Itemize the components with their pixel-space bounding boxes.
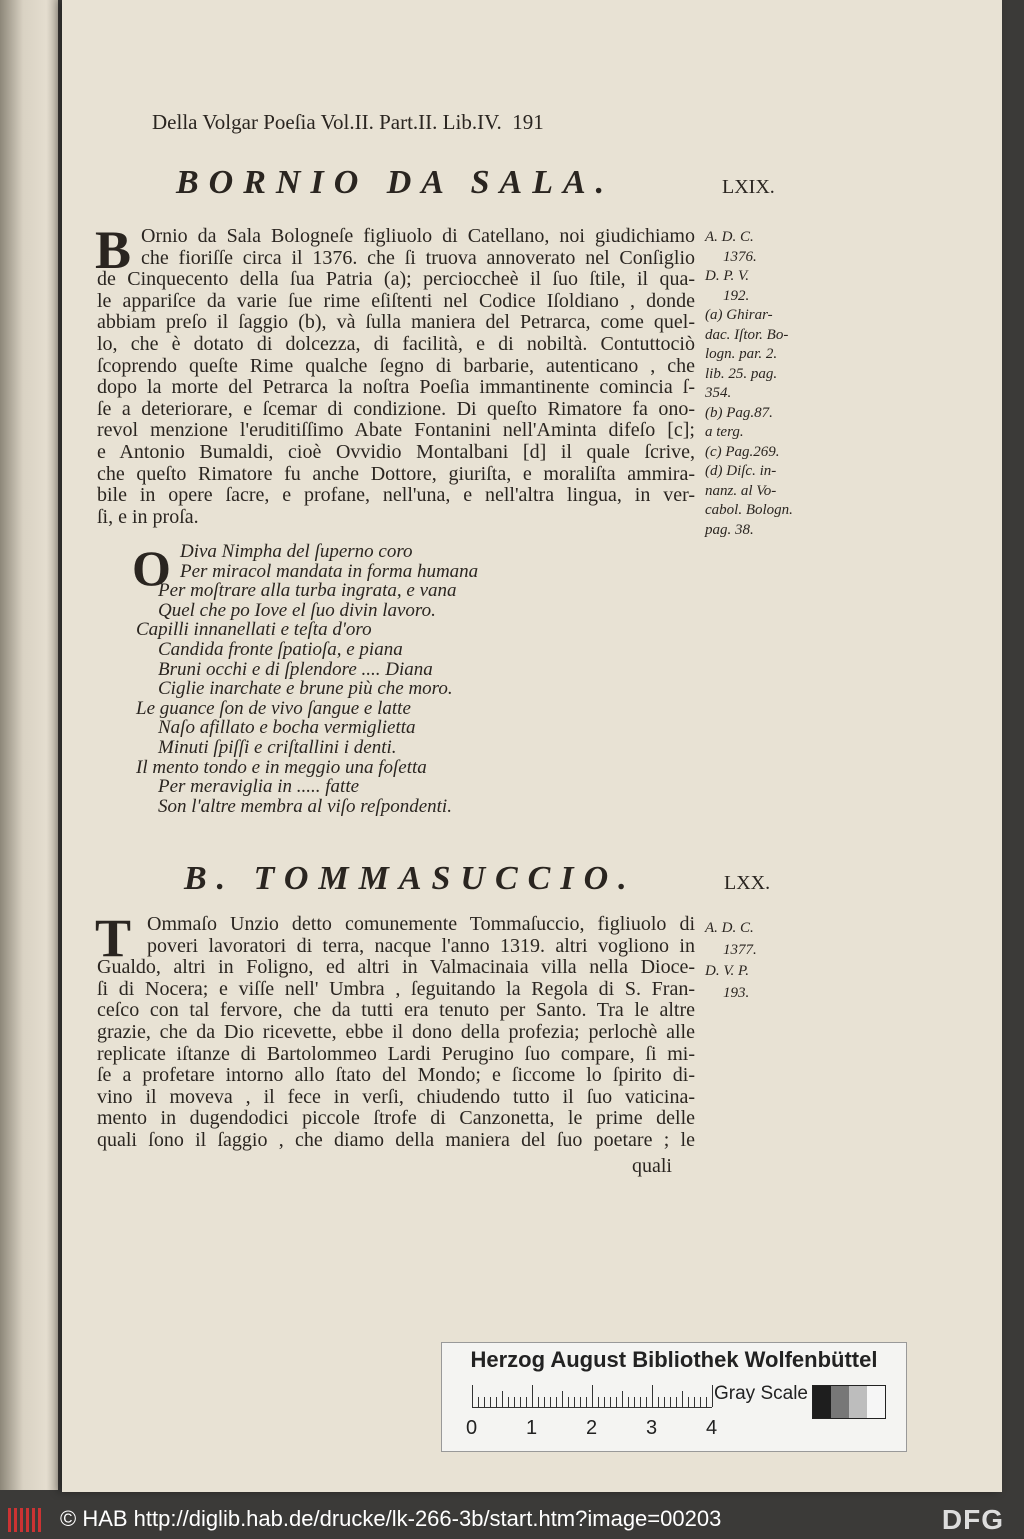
text-line: che fioriſſe circa il 1376. che ſi truova annoverato nel Conſiglio: [141, 247, 695, 269]
text-line: ſi di Nocera; e viſſe nell' Umbra , ſeguitando la Regola di S. Fran-: [97, 978, 695, 1000]
copyright-url: © HAB http://diglib.hab.de/drucke/lk-266-3b/start.htm?image=00203: [60, 1506, 722, 1531]
ruler-tick: [520, 1397, 521, 1407]
text-line: Ornio da Sala Bologneſe figliuolo di Catellano, noi giudichiamo: [141, 226, 695, 247]
section1-body: [97, 226, 695, 528]
color-calibration-card: [441, 1342, 907, 1452]
margin-note: 1376.: [723, 248, 757, 265]
text-line: poveri lavoratori di terra, nacque l'anno 1319. altri vogliono in: [147, 935, 695, 957]
poem-line: Diva Nimpha del ſuperno coro: [180, 541, 413, 562]
poem-line: Per moſtrare alla turba ingrata, e vana: [158, 580, 457, 602]
header-title: Della Volgar Poeſia Vol.II. Part.II. Lib.IV.: [152, 110, 502, 134]
poem-line: Il mento tondo e in meggio una foſetta: [136, 756, 427, 778]
poem-line: Naſo afillato e bocha vermiglietta: [158, 717, 416, 739]
poem-line: Bruni occhi e di ſplendore .... Diana: [158, 658, 433, 680]
ruler-tick: [592, 1385, 593, 1407]
gray-swatch: [849, 1386, 867, 1418]
gray-scale-label: Gray Scale: [714, 1383, 808, 1404]
ruler-tick: [478, 1397, 479, 1407]
page-number: 191: [512, 110, 544, 134]
text-line: Gualdo, altri in Foligno, ed altri in Valmacinaia villa nella Dioce-: [97, 957, 695, 979]
poem-line: Capilli innanellati e teſta d'oro: [136, 619, 372, 641]
scale-ruler: [472, 1385, 712, 1408]
hab-logo-icon: [8, 1508, 42, 1532]
section2-body: [97, 914, 695, 1152]
margin-note: nanz. al Vo-: [705, 482, 777, 499]
section-numeral-lxx: LXX.: [724, 872, 771, 894]
ruler-tick: [598, 1397, 599, 1407]
text-line: revol menzione l'eruditiſſimo Abate Fontanini nell'Aminta difeſo [c];: [97, 420, 695, 442]
ruler-tick: [502, 1391, 503, 1407]
margin-note: (a) Ghirar-: [705, 307, 773, 323]
ruler-tick: [634, 1397, 635, 1407]
ruler-tick: [616, 1397, 617, 1407]
poem-line: Candida fronte ſpatioſa, e piana: [158, 638, 403, 660]
margin-note: 354.: [705, 385, 732, 401]
ruler-tick: [538, 1397, 539, 1407]
text-line: mento in dugendodici piccole ſtrofe di Canzonetta, le prime delle: [97, 1108, 695, 1130]
footer-bar: [0, 1500, 1024, 1539]
gray-swatch: [813, 1386, 831, 1418]
ruler-tick: [694, 1397, 695, 1407]
poem-line: Minuti ſpiſſi e criſtallini i denti.: [158, 736, 397, 758]
ruler-tick: [652, 1385, 653, 1407]
margin-note: a terg.: [705, 424, 744, 440]
ruler-tick: [622, 1391, 623, 1407]
adjacent-page-edge: [0, 0, 58, 1490]
ruler-tick: [526, 1397, 527, 1407]
text-line: ſe a profetare intorno allo ſtato del Mondo; e ſiccome lo ſpirito di-: [97, 1065, 695, 1087]
ruler-tick: [604, 1397, 605, 1407]
drop-cap-t: T: [95, 916, 132, 960]
card-title: Herzog August Bibliothek Wolfenbüttel: [470, 1347, 878, 1372]
text-line: ceſco con tal fervore, che da tutti era tenuto per Santo. Tra le altre: [97, 1000, 695, 1022]
ruler-tick: [532, 1385, 533, 1407]
ruler-tick: [640, 1397, 641, 1407]
text-line: de Cinquecento della ſua Patria (a); percioccheè il ſuo ſtile, il qua-: [97, 269, 695, 291]
poem-line: Quel che po Iove el ſuo divin lavoro.: [158, 599, 436, 621]
ruler-tick: [670, 1397, 671, 1407]
margin-note: (c) Pag.269.: [705, 443, 780, 460]
margin-note: A. D. C.: [705, 229, 754, 245]
text-line: grazie, che da Dio ricevette, ebbe il dono della profezia; perlochè alle: [97, 1021, 695, 1043]
margin-note: D. P. V.: [705, 268, 750, 284]
margin-note: 193.: [723, 984, 750, 1001]
ruler-tick: [514, 1397, 515, 1407]
text-line: Ommaſo Unzio detto comunemente Tommaſuccio, figliuolo di: [147, 914, 695, 935]
ruler-tick: [676, 1397, 677, 1407]
text-line: quali ſono il ſaggio , che diamo della maniera del ſuo poetare ; le: [97, 1129, 695, 1151]
ruler-tick: [556, 1397, 557, 1407]
ruler-tick: [580, 1397, 581, 1407]
section-title-tommasuccio: B. TOMMASUCCIO.: [184, 860, 637, 897]
scale-number: 0: [466, 1417, 478, 1439]
ruler-tick: [484, 1397, 485, 1407]
scale-number: 3: [646, 1417, 658, 1439]
margin-note: pag. 38.: [705, 521, 754, 538]
scale-number: 4: [706, 1417, 718, 1439]
margin-note: (d) Diſc. in-: [705, 463, 777, 479]
section-title-bornio: BORNIO DA SALA.: [176, 164, 615, 201]
margin-note: D. V. P.: [705, 963, 750, 980]
text-line: lo, che è dotato di dolcezza, di facilità, e di nobiltà. Contuttociò: [97, 333, 695, 355]
text-line: vino il moveva , il fece in verſi, chiudendo tutto il ſuo vaticina-: [97, 1086, 695, 1108]
ruler-tick: [706, 1397, 707, 1407]
section1-margin-notes: [705, 228, 793, 540]
poem-line: Son l'altre membra al viſo reſpondenti.: [158, 795, 452, 817]
text-line: le appariſce da varie ſue rime eſiſtenti nel Codice Iſoldiano , donde: [97, 290, 695, 312]
margin-note: A. D. C.: [705, 920, 754, 936]
gray-swatch: [867, 1386, 885, 1418]
ruler-tick: [628, 1397, 629, 1407]
text-line: ſe a deteriorare, e ſcemar di condizione. Di queſto Rimatore fa ono-: [97, 398, 695, 420]
dfg-logo: DFG: [941, 1504, 1004, 1535]
drop-cap-b: B: [95, 228, 132, 272]
poem: [136, 542, 478, 816]
margin-note: dac. Iſtor. Bo-: [705, 326, 789, 343]
running-header: [152, 110, 544, 135]
ruler-tick: [508, 1397, 509, 1407]
text-line: ſcoprendo queſte Rime qualche ſegno di barbarie, autenticano , che: [97, 355, 695, 377]
ruler-tick: [700, 1397, 701, 1407]
section2-margin-notes: [705, 918, 757, 1004]
margin-note: 192.: [723, 287, 750, 304]
ruler-tick: [646, 1397, 647, 1407]
section-numeral-lxix: LXIX.: [722, 176, 775, 198]
margin-note: 1377.: [723, 941, 757, 958]
text-line: bile in opere ſacre, e profane, nell'una, e nell'altra lingua, in ver-: [97, 485, 695, 507]
gray-scale-swatches: [812, 1385, 886, 1419]
poem-line: Ciglie inarchate e brune più che moro.: [158, 678, 453, 700]
margin-note: lib. 25. pag.: [705, 365, 778, 382]
ruler-tick: [610, 1397, 611, 1407]
text-line: che queſto Rimatore fu anche Dottore, giuriſta, e moraliſta ammira-: [97, 463, 695, 485]
ruler-tick: [682, 1391, 683, 1407]
ruler-tick: [664, 1397, 665, 1407]
ruler-tick: [472, 1385, 473, 1407]
ruler-tick: [496, 1397, 497, 1407]
drop-cap-o: O: [132, 546, 171, 590]
margin-note: (b) Pag.87.: [705, 404, 773, 421]
catchword: quali: [632, 1155, 672, 1177]
scale-number: 2: [586, 1417, 598, 1439]
gray-swatch: [831, 1386, 849, 1418]
ruler-tick: [562, 1391, 563, 1407]
ruler-tick: [688, 1397, 689, 1407]
margin-note: logn. par. 2.: [705, 346, 778, 362]
poem-line: Le guance ſon de vivo ſangue e latte: [136, 697, 411, 719]
scale-number: 1: [526, 1417, 538, 1439]
ruler-tick: [586, 1397, 587, 1407]
poem-line: Per miracol mandata in forma humana: [180, 560, 479, 582]
text-line: abbiam preſo il ſaggio (b), và ſulla maniera del Petrarca, come quel-: [97, 312, 695, 334]
ruler-tick: [544, 1397, 545, 1407]
ruler-tick: [574, 1397, 575, 1407]
ruler-tick: [658, 1397, 659, 1407]
ruler-tick: [568, 1397, 569, 1407]
ruler-tick: [490, 1397, 491, 1407]
text-line: ſi, e in proſa.: [97, 506, 199, 528]
ruler-tick: [550, 1397, 551, 1407]
poem-line: Per meraviglia in ..... fatte: [158, 776, 360, 798]
text-line: dopo la morte del Petrarca la noſtra Poeſia immantinente comincia ſ-: [97, 377, 695, 399]
text-line: replicate iſtanze di Bartolommeo Lardi Perugino ſuo compare, ſi mi-: [97, 1043, 695, 1065]
margin-note: cabol. Bologn.: [705, 502, 793, 518]
ruler-tick: [712, 1385, 713, 1407]
text-line: e Antonio Bumaldi, cioè Ovvidio Montalbani [d] il quale ſcrive,: [97, 441, 695, 463]
